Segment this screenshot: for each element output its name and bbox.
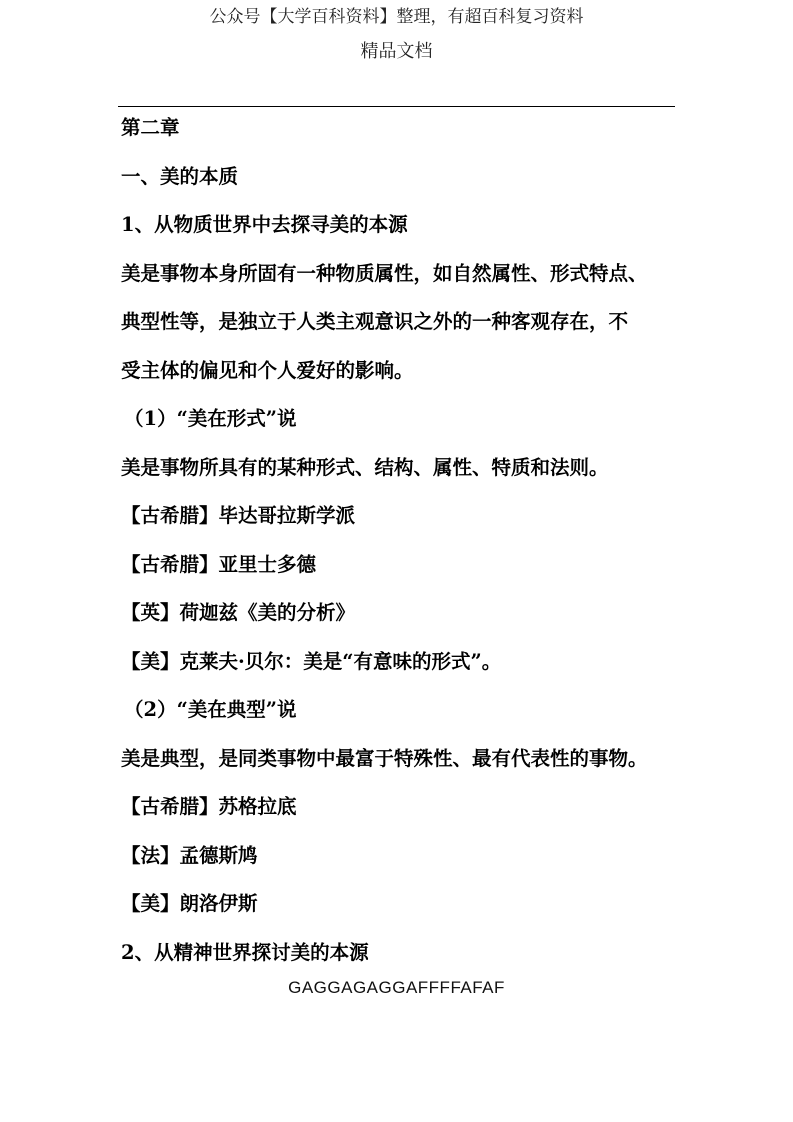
theory-definition: 美是典型，是同类事物中最富于特殊性、最有代表性的事物。 bbox=[121, 747, 648, 770]
subsection-heading: 1、从物质世界中去探寻美的本源 bbox=[121, 213, 408, 236]
list-item: 【英】荷迦兹《美的分析》 bbox=[121, 601, 356, 624]
header-divider bbox=[118, 106, 675, 107]
list-item: 【古希腊】苏格拉底 bbox=[121, 795, 297, 818]
paragraph-line: 受主体的偏见和个人爱好的影响。 bbox=[121, 359, 414, 382]
header-watermark: 公众号【大学百科资料】整理，有超百科复习资料 bbox=[209, 7, 584, 27]
list-item: 【古希腊】毕达哥拉斯学派 bbox=[121, 504, 356, 527]
paragraph-line: 美是事物本身所固有一种物质属性，如自然属性、形式特点、 bbox=[121, 262, 648, 285]
subsection-heading: 2、从精神世界探讨美的本源 bbox=[121, 941, 369, 964]
header-subtitle: 精品文档 bbox=[360, 41, 433, 62]
list-item: 【美】克莱夫·贝尔：美是“有意味的形式”。 bbox=[121, 650, 502, 673]
list-item: 【美】朗洛伊斯 bbox=[121, 892, 258, 915]
paragraph-line: 典型性等，是独立于人类主观意识之外的一种客观存在，不 bbox=[121, 310, 629, 333]
chapter-title: 第二章 bbox=[121, 116, 180, 139]
list-item: 【古希腊】亚里士多德 bbox=[121, 553, 317, 576]
theory-heading: （2）“美在典型”说 bbox=[124, 698, 297, 721]
section-heading: 一、美的本质 bbox=[121, 165, 239, 188]
theory-definition: 美是事物所具有的某种形式、结构、属性、特质和法则。 bbox=[121, 456, 609, 479]
list-item: 【法】孟德斯鸠 bbox=[121, 844, 258, 867]
footer-code: GAGGAGAGGAFFFFAFAF bbox=[288, 978, 505, 997]
theory-heading: （1）“美在形式”说 bbox=[124, 407, 297, 430]
